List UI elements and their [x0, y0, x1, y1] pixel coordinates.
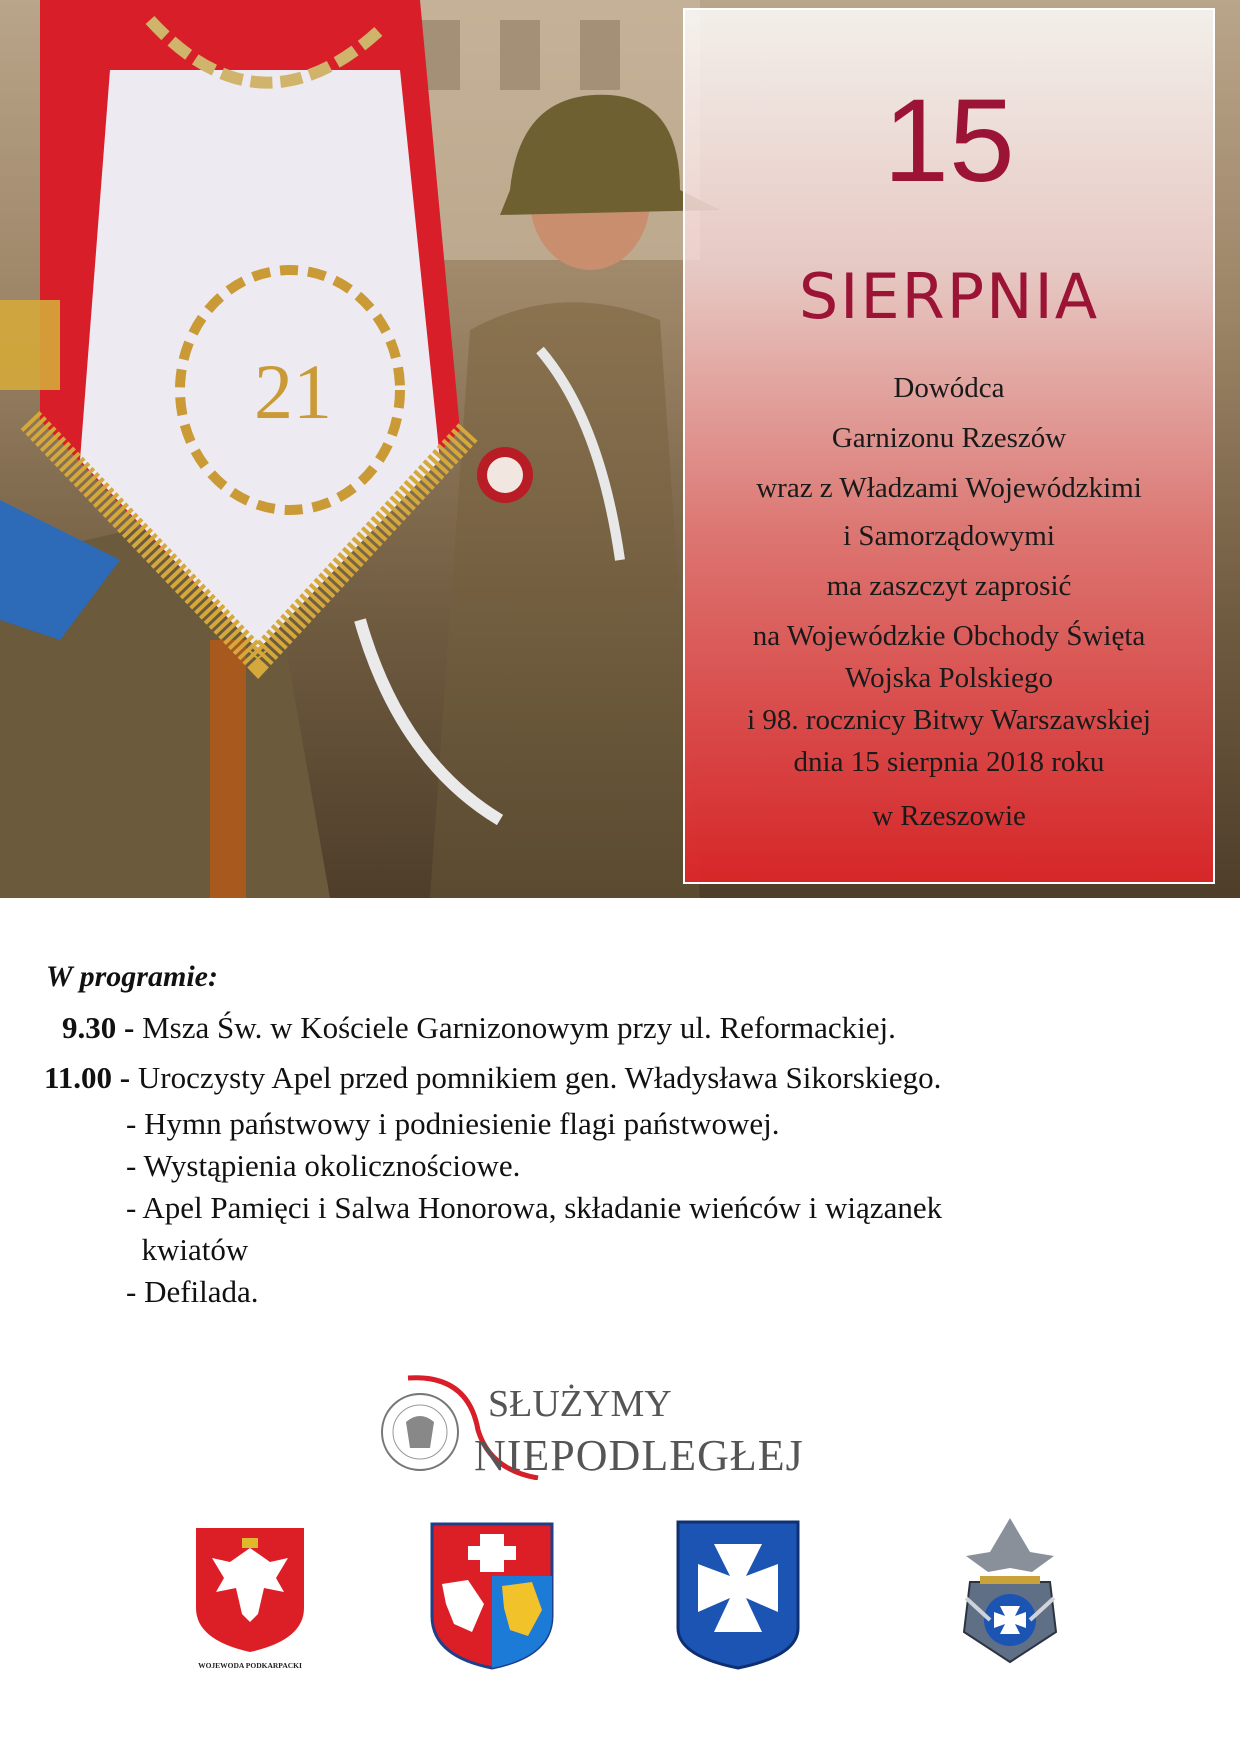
programme-subitem: kwiatów [126, 1232, 249, 1267]
programme-subitem: - Apel Pamięci i Salwa Honorowa, składanie wieńców i wiązanek [126, 1190, 943, 1225]
invitation-line: wraz z Władzami Wojewódzkimi [756, 472, 1142, 504]
wojewoda-emblem [190, 1522, 310, 1672]
invitation-line: Dowódca [893, 372, 1005, 404]
event-day: 15 [883, 75, 1015, 207]
invitation-line: ma zaszczyt zaprosić [826, 570, 1072, 602]
podkarpackie-emblem [428, 1520, 556, 1672]
programme-item [62, 1012, 896, 1043]
programme-subitem: - Defilada. [126, 1274, 259, 1309]
invitation-panel [683, 8, 1215, 884]
invitation-line: Wojska Polskiego [845, 662, 1053, 694]
banner-number: 21 [254, 348, 332, 435]
military-badge [960, 1512, 1060, 1672]
logo-line1: SŁUŻYMY [488, 1383, 672, 1425]
crown-icon [242, 1538, 258, 1548]
flag-pole [210, 640, 246, 898]
programme-subitem: - Wystąpienia okolicznościowe. [126, 1148, 521, 1183]
invitation-line: Garnizonu Rzeszów [831, 422, 1067, 454]
invitation-line: na Wojewódzkie Obchody Święta [752, 620, 1146, 652]
programme-title: W programie: [46, 960, 218, 993]
programme-time: 11.00 - [44, 1060, 131, 1095]
rzeszow-emblem [674, 1518, 802, 1672]
event-month: SIERPNIA [798, 260, 1100, 333]
programme-time: 9.30 - [62, 1010, 135, 1045]
logo-line2: NIEPODLEGŁEJ [474, 1431, 804, 1480]
invitation-line: dnia 15 sierpnia 2018 roku [793, 746, 1105, 778]
invitation-line: i 98. rocznicy Bitwy Warszawskiej [747, 704, 1151, 736]
invitation-line: i Samorządowymi [843, 520, 1055, 552]
sluzymy-niepodleglej-logo [378, 1370, 868, 1480]
eagle-icon [406, 1416, 434, 1448]
programme-text: Msza Św. w Kościele Garnizonowym przy ul. Reformackiej. [134, 1010, 896, 1045]
emblem-caption: WOJEWODA PODKARPACKI [198, 1661, 302, 1670]
programme-text: Uroczysty Apel przed pomnikiem gen. Władysława Sikorskiego. [130, 1060, 942, 1095]
eagle-icon [966, 1518, 1054, 1572]
programme-subitem: - Hymn państwowy i podniesienie flagi państwowej. [126, 1106, 780, 1141]
programme-item [44, 1062, 941, 1093]
invitation-line: w Rzeszowie [872, 800, 1026, 832]
